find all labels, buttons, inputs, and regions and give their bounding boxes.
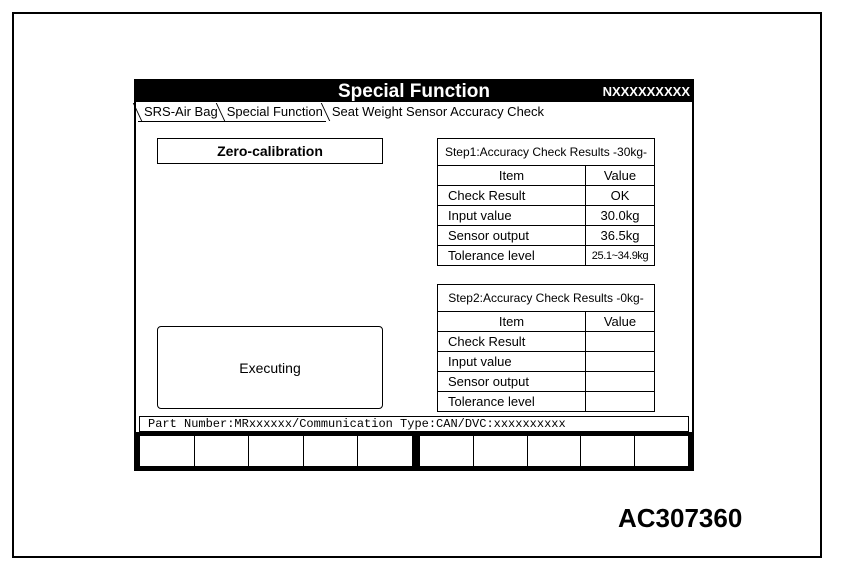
row-value: [586, 372, 655, 392]
title-bar: [136, 81, 692, 102]
row-item: Check Result: [438, 186, 586, 206]
diagnostic-screen: [134, 79, 694, 471]
function-key-6[interactable]: [420, 436, 473, 466]
table-row: [438, 392, 655, 412]
row-value: [586, 332, 655, 352]
figure-code: AC307360: [618, 503, 743, 533]
row-value: [586, 352, 655, 372]
row-item: Input value: [438, 352, 586, 372]
step1-title: Step1:Accuracy Check Results -30kg-: [437, 138, 655, 165]
function-key-group-right: [420, 436, 688, 466]
table-header-row: [438, 166, 655, 186]
row-value: OK: [586, 186, 655, 206]
breadcrumb-special-function[interactable]: Special Function: [221, 102, 326, 122]
row-value: 25.1~34.9kg: [586, 246, 655, 266]
table-header-row: [438, 312, 655, 332]
vin-label: NXXXXXXXXX: [602, 84, 690, 99]
table-row: [438, 226, 655, 246]
row-item: Sensor output: [438, 372, 586, 392]
column-header-value: Value: [586, 166, 655, 186]
row-item: Tolerance level: [438, 246, 586, 266]
function-key-3[interactable]: [248, 436, 303, 466]
breadcrumb-srs-air-bag[interactable]: SRS-Air Bag: [138, 102, 221, 122]
table-row: [438, 186, 655, 206]
part-info-bar: Part Number:MRxxxxxx/Communication Type:CAN/DVC:xxxxxxxxxx: [139, 416, 689, 432]
row-item: Tolerance level: [438, 392, 586, 412]
screen-title: Special Function: [337, 81, 491, 102]
column-header-value: Value: [586, 312, 655, 332]
column-header-item: Item: [438, 166, 586, 186]
status-text: Executing: [239, 359, 301, 376]
table-row: [438, 332, 655, 352]
step2-results-table: [437, 284, 655, 412]
row-item: Check Result: [438, 332, 586, 352]
function-key-9[interactable]: [580, 436, 634, 466]
row-value: 30.0kg: [586, 206, 655, 226]
breadcrumb: [138, 102, 547, 122]
step2-title: Step2:Accuracy Check Results -0kg-: [437, 284, 655, 311]
function-key-5[interactable]: [357, 436, 412, 466]
function-key-group-left: [140, 436, 412, 466]
breadcrumb-seat-weight-sensor-check: Seat Weight Sensor Accuracy Check: [326, 102, 547, 121]
function-key-4[interactable]: [303, 436, 358, 466]
table-row: [438, 246, 655, 266]
function-key-7[interactable]: [473, 436, 527, 466]
row-item: Input value: [438, 206, 586, 226]
table-row: [438, 372, 655, 392]
function-key-2[interactable]: [194, 436, 249, 466]
row-item: Sensor output: [438, 226, 586, 246]
function-key-8[interactable]: [527, 436, 581, 466]
row-value: [586, 392, 655, 412]
function-key-bar: [136, 432, 692, 469]
table-row: [438, 352, 655, 372]
function-key-1[interactable]: [140, 436, 194, 466]
status-panel: [157, 326, 383, 409]
zero-calibration-button[interactable]: Zero-calibration: [157, 138, 383, 164]
column-header-item: Item: [438, 312, 586, 332]
row-value: 36.5kg: [586, 226, 655, 246]
step1-results-table: [437, 138, 655, 266]
function-key-10[interactable]: [634, 436, 688, 466]
table-row: [438, 206, 655, 226]
